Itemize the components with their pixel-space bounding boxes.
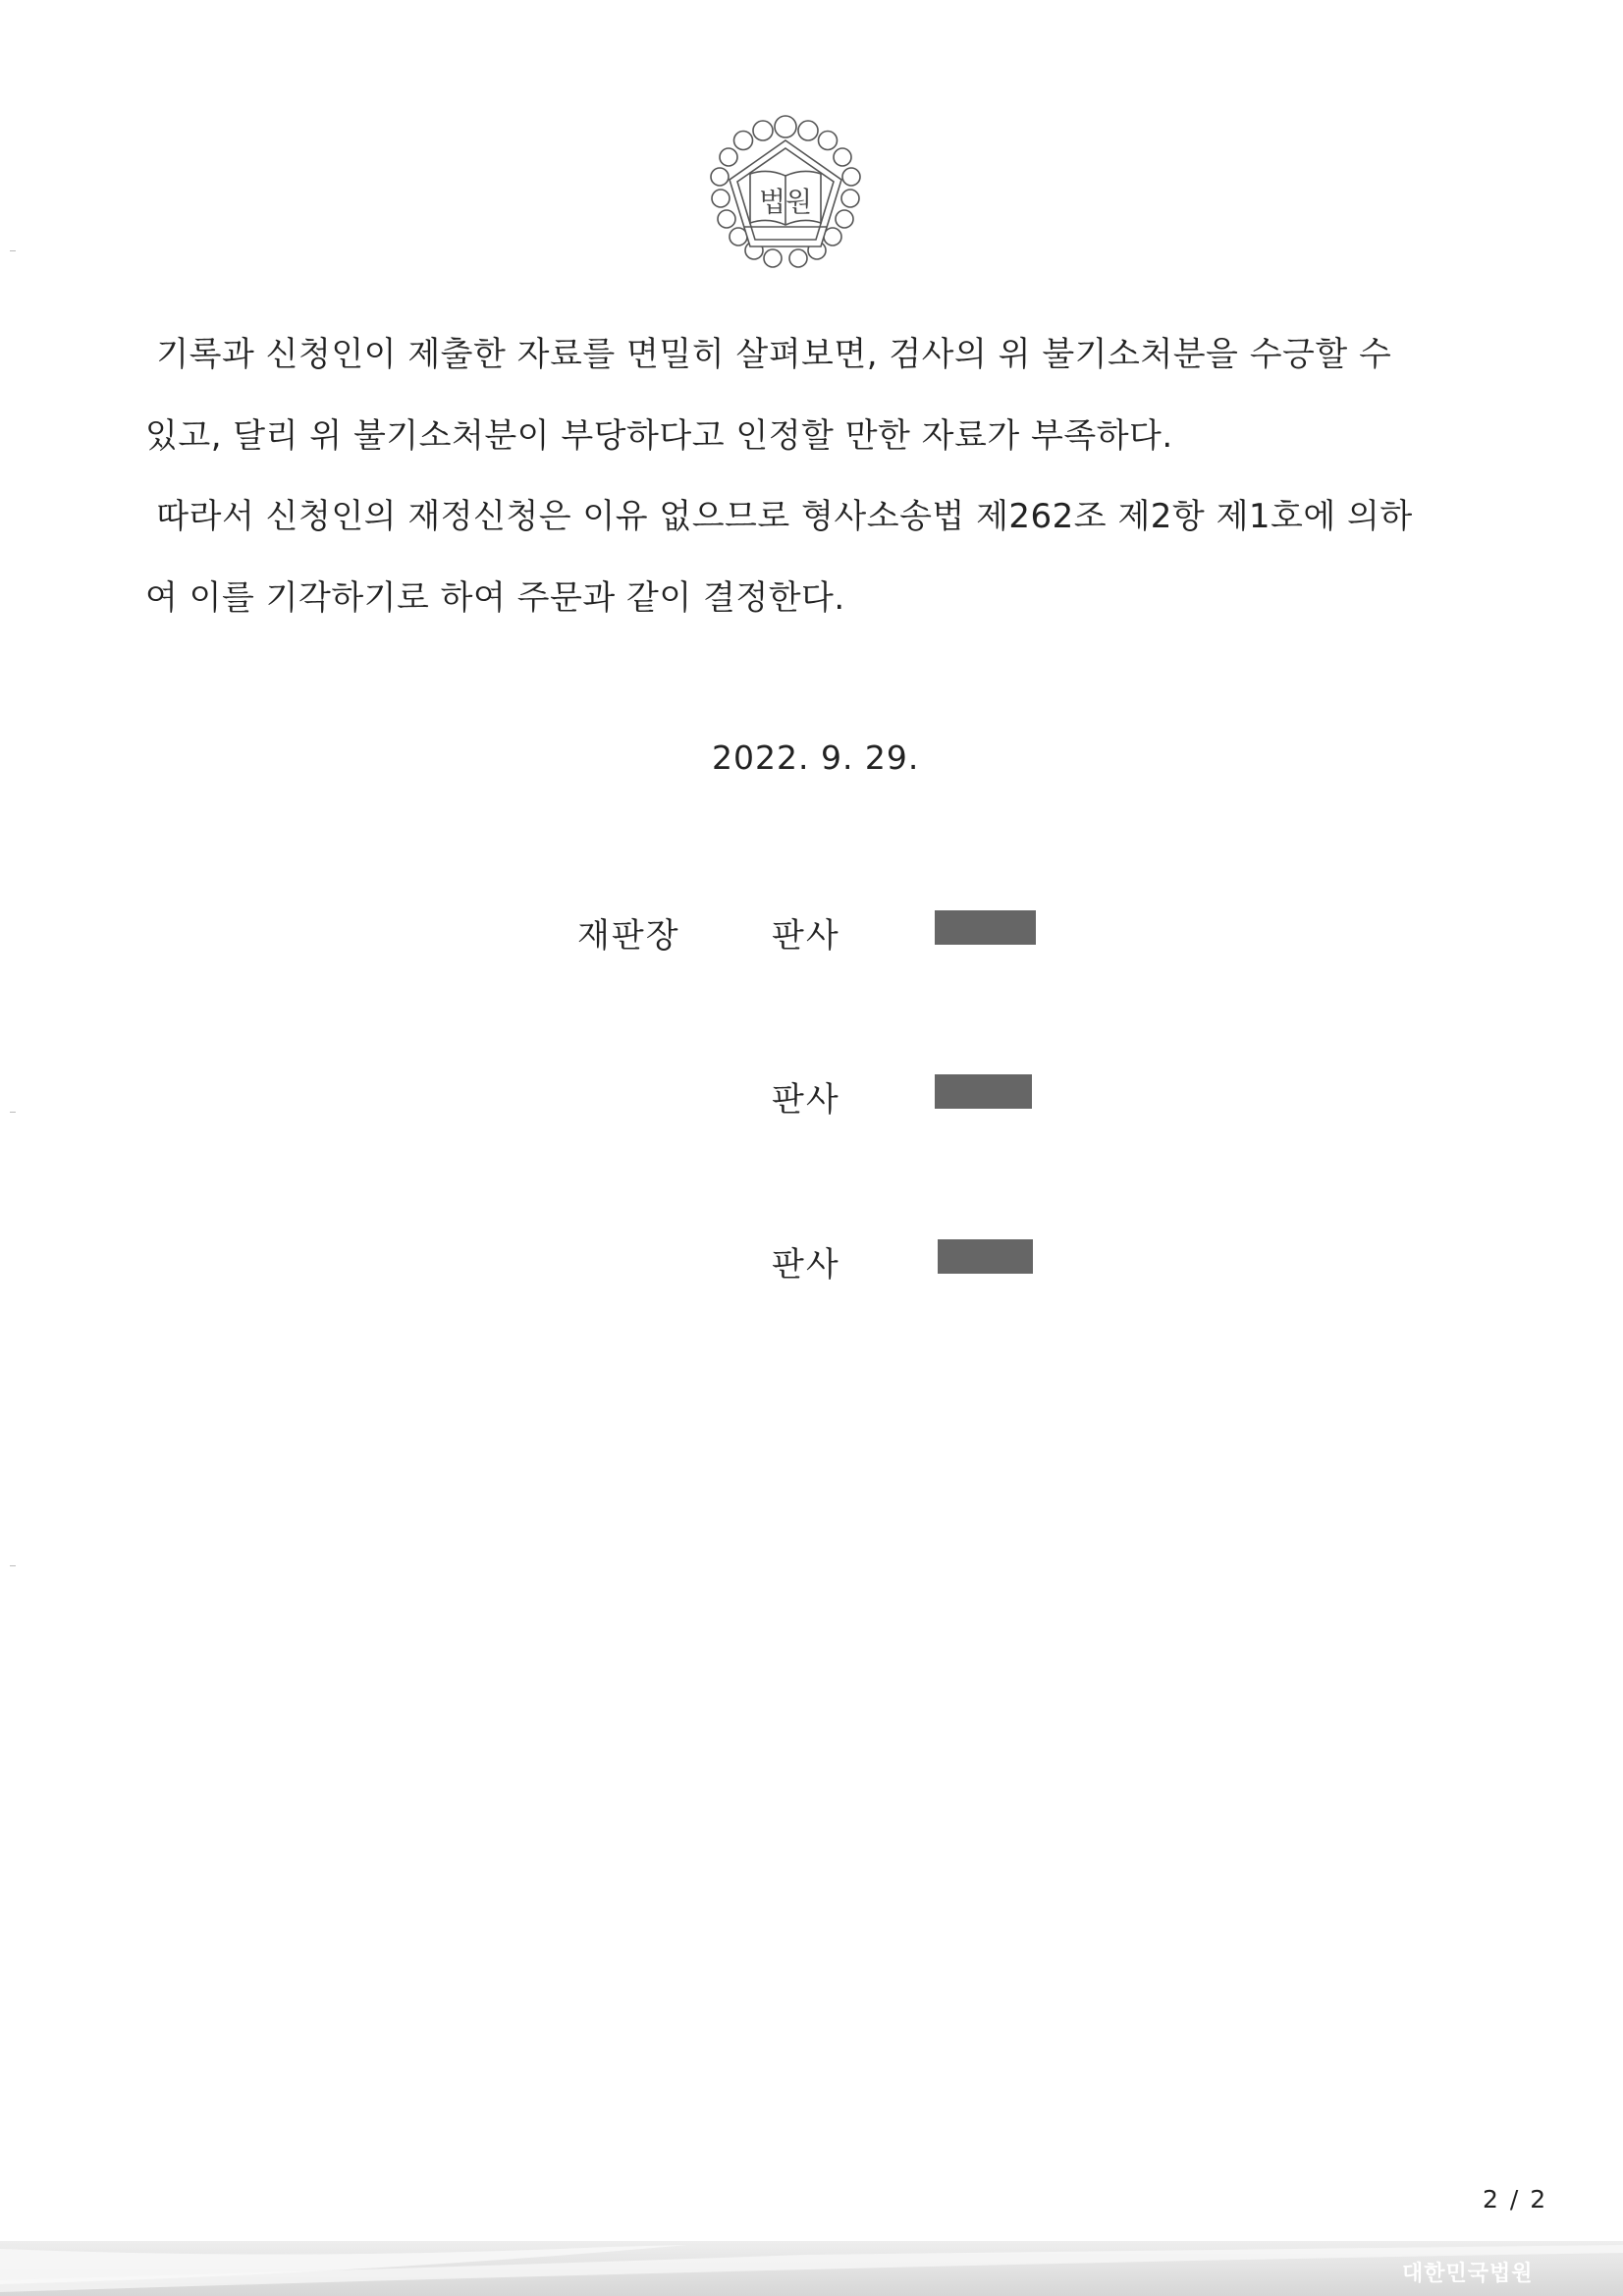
redacted-name — [935, 1074, 1032, 1109]
margin-tick — [10, 1565, 16, 1566]
judge-role-label: 판사 — [772, 1245, 840, 1285]
body-line: 기록과 신청인이 제출한 자료를 면밀히 살펴보면, 검사의 위 불기소처분을 수긍할 수 — [145, 335, 1392, 374]
margin-tick — [10, 250, 16, 251]
emblem-text: 법원 — [758, 186, 813, 218]
footer-brand: 대한민국법원 — [1402, 2262, 1534, 2286]
redacted-name — [938, 1239, 1033, 1274]
footer-swoosh-icon — [0, 2241, 1623, 2296]
margin-tick — [10, 1112, 16, 1113]
court-emblem-icon — [699, 113, 872, 273]
body-line: 있고, 달리 위 불기소처분이 부당하다고 인정할 만한 자료가 부족하다. — [145, 416, 1173, 456]
decision-date: 2022. 9. 29. — [712, 738, 920, 777]
page-number: 2 / 2 — [1483, 2185, 1548, 2214]
judge-role-label: 판사 — [772, 1080, 840, 1120]
redacted-name — [935, 910, 1036, 945]
presiding-judge-title: 재판장 — [577, 916, 680, 956]
judge-role-label: 판사 — [772, 916, 840, 956]
body-line: 여 이를 기각하기로 하여 주문과 같이 결정한다. — [145, 578, 845, 618]
body-line: 따라서 신청인의 재정신청은 이유 없으므로 형사소송법 제262조 제2항 제1호에 의하 — [145, 497, 1413, 536]
